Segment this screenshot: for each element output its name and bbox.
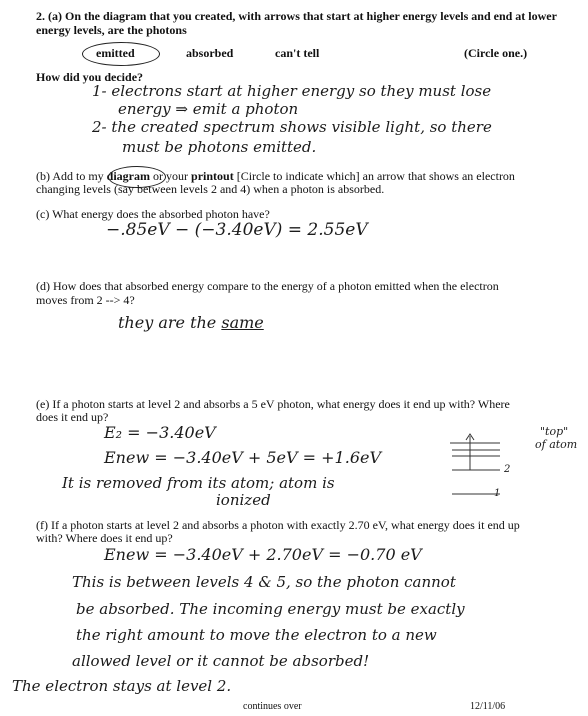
q2a-line2: energy levels, are the photons (36, 23, 187, 37)
sketch-label-2: 2 (504, 464, 511, 475)
q2f-line-c: the right amount to move the electron to a new (76, 626, 437, 644)
q2e-e2: E₂ = −3.40eV (104, 423, 216, 442)
q2c-answer: −.85eV − (−3.40eV) = 2.55eV (106, 220, 368, 240)
q2f-enew: Enew = −3.40eV + 2.70eV = −0.70 eV (104, 545, 422, 564)
footer-continues: continues over (243, 701, 302, 712)
q2b-diagram-word: diagram (106, 169, 151, 183)
q2d-answer-same: same (221, 313, 264, 332)
option-cant-tell: can't tell (275, 46, 320, 60)
q2e-note-line2: ionized (216, 491, 271, 509)
q2a-line1: 2. (a) On the diagram that you created, with arrows that start at higher energy levels and end at lower (36, 9, 557, 23)
footer-date: 12/11/06 (470, 701, 506, 712)
q2e-note-line1: It is removed from its atom; atom is (62, 474, 335, 492)
q2f-line-b: be absorbed. The incoming energy must be exactly (76, 600, 465, 618)
q2c-question: (c) What energy does the absorbed photon have? (36, 207, 270, 221)
q2b-line2: changing levels (say between levels 2 and 4) when a photon is absorbed. (36, 182, 385, 196)
sketch-label-1: 1 (494, 488, 501, 499)
q2d-line2: moves from 2 --> 4? (36, 293, 135, 307)
q2a-answer-line1: 1- electrons start at higher energy so they must lose (92, 82, 492, 100)
q2f-line2: with? Where does it end up? (36, 531, 173, 545)
q2f-last-line: The electron stays at level 2. (12, 677, 232, 695)
q2a-answer-line3: 2- the created spectrum shows visible light, so there (92, 118, 492, 136)
q2a-answer-line4: must be photons emitted. (122, 138, 317, 156)
q2b-pre: (b) Add to my (36, 169, 107, 183)
option-absorbed: absorbed (186, 46, 234, 60)
how-decide-label: How did you decide? (36, 70, 144, 84)
q2a-answer-line2: energy ⇒ emit a photon (118, 100, 299, 118)
q2b-or: or (150, 169, 164, 183)
q2f-line-d: allowed level or it cannot be absorbed! (72, 652, 370, 670)
q2f-line1: (f) If a photon starts at level 2 and absorbs a photon with exactly 2.70 eV, what energy does it end up (36, 518, 520, 532)
q2b-post: [Circle to indicate which] an arrow that shows an electron (233, 169, 515, 183)
sketch-top-label: "top" (540, 425, 569, 438)
q2e-enew: Enew = −3.40eV + 5eV = +1.6eV (104, 448, 382, 467)
q2d-line1: (d) How does that absorbed energy compare to the energy of a photon emitted when the electron (36, 279, 499, 293)
q2d-answer-pre: they are the (118, 313, 222, 332)
q2b-mid: your (163, 169, 192, 183)
sketch-of-atom-label: of atom (535, 438, 578, 451)
option-emitted: emitted (96, 46, 135, 60)
circle-one-note: (Circle one.) (464, 46, 528, 60)
q2b-printout-word: printout (191, 169, 234, 183)
q2e-line1: (e) If a photon starts at level 2 and absorbs a 5 eV photon, what energy does it end up with? Where (36, 397, 510, 411)
q2e-line2: does it end up? (36, 410, 109, 424)
q2f-line-a: This is between levels 4 & 5, so the photon cannot (72, 573, 456, 591)
